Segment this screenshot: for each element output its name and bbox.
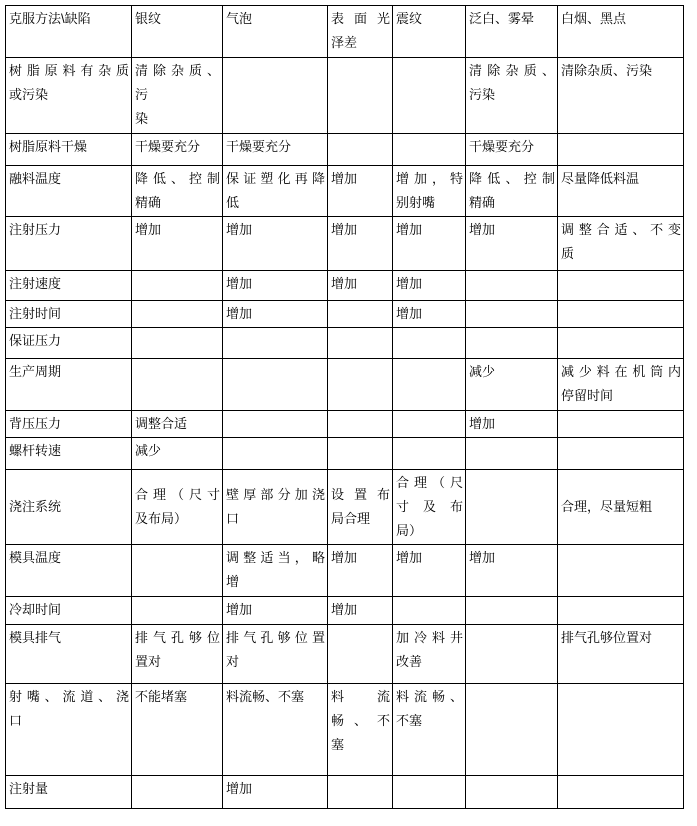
table-cell (466, 134, 558, 166)
table-row (6, 684, 684, 776)
row-header-cell (6, 301, 132, 328)
table-cell (223, 166, 328, 217)
row-header-cell (6, 359, 132, 411)
table-row (6, 301, 684, 328)
table-cell (328, 359, 393, 411)
table-cell (223, 134, 328, 166)
table-row (6, 217, 684, 271)
table-cell (328, 134, 393, 166)
column-header (132, 6, 223, 58)
table-cell (558, 545, 684, 597)
cell-line: 畅、不 (331, 713, 390, 728)
column-header (393, 6, 466, 58)
table-cell (558, 438, 684, 470)
table-cell (466, 166, 558, 217)
table-cell (393, 545, 466, 597)
table-cell (328, 625, 393, 684)
cell-line: 表面光 (331, 11, 390, 26)
cell-line: 口 (9, 713, 23, 728)
cell-line: 料流畅、 (396, 689, 463, 704)
table-cell (223, 597, 328, 625)
cell-line: 不能堵塞 (135, 689, 188, 704)
table-cell (466, 301, 558, 328)
table-cell (223, 217, 328, 271)
cell-line: 减少 (135, 443, 162, 458)
row-header-cell (6, 776, 132, 809)
cell-line: 减少 (469, 364, 496, 379)
table-row (6, 438, 684, 470)
table-cell (132, 217, 223, 271)
cell-line: 泛白、雾晕 (469, 11, 535, 26)
cell-line: 增加 (226, 781, 253, 796)
table-row (6, 166, 684, 217)
column-header (558, 6, 684, 58)
cell-line: 增加 (331, 171, 358, 186)
table-cell (558, 301, 684, 328)
cell-line: 清除杂质、 (469, 63, 555, 78)
table-cell (132, 545, 223, 597)
cell-line: 合理，尽量短粗 (561, 499, 653, 514)
table-cell (132, 359, 223, 411)
cell-line: 增加 (396, 550, 423, 565)
table-cell (328, 470, 393, 545)
cell-line: 增加 (135, 222, 162, 237)
table-cell (223, 776, 328, 809)
table-cell (466, 217, 558, 271)
table-row (6, 597, 684, 625)
table-cell (132, 328, 223, 359)
row-header-cell (6, 625, 132, 684)
table-cell (393, 470, 466, 545)
table-cell (466, 328, 558, 359)
cell-line: 模具温度 (9, 550, 62, 565)
cell-line: 背压压力 (9, 416, 62, 431)
table-cell (558, 359, 684, 411)
column-header (328, 6, 393, 58)
cell-line: 精确 (469, 195, 496, 210)
cell-line: 干燥要充分 (469, 139, 535, 154)
table-cell (223, 58, 328, 134)
cell-line: 排气孔够位置 (226, 630, 325, 645)
cell-line: 料流 (331, 689, 390, 704)
table-header-row (6, 6, 684, 58)
cell-line: 浇注系统 (9, 499, 62, 514)
table-cell (328, 217, 393, 271)
table-cell (223, 301, 328, 328)
cell-line: 保证压力 (9, 333, 62, 348)
table-cell (328, 328, 393, 359)
defect-solution-table (5, 5, 684, 809)
table-cell (328, 438, 393, 470)
row-header-cell (6, 545, 132, 597)
table-cell (132, 438, 223, 470)
cell-line: 不塞 (396, 713, 423, 728)
table-row (6, 271, 684, 301)
cell-line: 气泡 (226, 11, 253, 26)
cell-line: 精确 (135, 195, 162, 210)
table-cell (466, 470, 558, 545)
cell-line: 增加 (331, 550, 358, 565)
cell-line: 增加 (469, 222, 496, 237)
cell-line: 对 (226, 654, 240, 669)
table-cell (223, 470, 328, 545)
table-row (6, 411, 684, 438)
table-cell (393, 411, 466, 438)
table-cell (393, 271, 466, 301)
table-cell (558, 217, 684, 271)
cell-line: 置对 (135, 654, 162, 669)
table-row (6, 359, 684, 411)
cell-line: 注射速度 (9, 276, 62, 291)
table-cell (223, 411, 328, 438)
cell-line: 排气孔够位置对 (561, 630, 653, 645)
row-header-cell (6, 684, 132, 776)
cell-line: 干燥要充分 (226, 139, 292, 154)
cell-line: 局合理 (331, 511, 371, 526)
table-cell (223, 359, 328, 411)
table-cell (223, 625, 328, 684)
cell-line: 加冷料井 (396, 630, 463, 645)
table-cell (393, 625, 466, 684)
cell-line: 注射量 (9, 781, 49, 796)
table-cell (558, 684, 684, 776)
table-cell (393, 438, 466, 470)
cell-line: 局） (396, 523, 423, 538)
table-cell (132, 166, 223, 217)
table-cell (132, 625, 223, 684)
table-cell (558, 776, 684, 809)
cell-line: 口 (226, 511, 240, 526)
cell-line: 树脂原料干燥 (9, 139, 88, 154)
column-header (6, 6, 132, 58)
cell-line: 白烟、黑点 (561, 11, 627, 26)
table-cell (328, 301, 393, 328)
table-body (6, 58, 684, 809)
cell-line: 合理（尺 (396, 475, 463, 490)
cell-line: 塞 (331, 737, 345, 752)
table-cell (132, 58, 223, 134)
cell-line: 注射时间 (9, 306, 62, 321)
table-cell (132, 134, 223, 166)
table-cell (328, 411, 393, 438)
table-cell (466, 271, 558, 301)
row-header-cell (6, 470, 132, 545)
row-header-cell (6, 166, 132, 217)
table-cell (132, 776, 223, 809)
cell-line: 增加 (331, 276, 358, 291)
column-header (223, 6, 328, 58)
cell-line: 树脂原料有杂质 (9, 63, 129, 78)
table-cell (223, 328, 328, 359)
cell-line: 污 (135, 87, 149, 102)
table-cell (328, 545, 393, 597)
cell-line: 排气孔够位 (135, 630, 220, 645)
table-cell (466, 411, 558, 438)
table-cell (393, 776, 466, 809)
table-row (6, 545, 684, 597)
table-cell (223, 545, 328, 597)
cell-line: 射嘴、流道、浇 (9, 689, 129, 704)
table-cell (393, 301, 466, 328)
cell-line: 清除杂质、 (135, 63, 220, 78)
table-cell (223, 438, 328, 470)
table-cell (558, 470, 684, 545)
cell-line: 料流畅、不塞 (226, 689, 305, 704)
cell-line: 质 (561, 246, 575, 261)
table-cell (466, 359, 558, 411)
row-header-cell (6, 597, 132, 625)
table-row (6, 625, 684, 684)
row-header-cell (6, 328, 132, 359)
cell-line: 增加 (226, 276, 253, 291)
cell-line: 干燥要充分 (135, 139, 201, 154)
table-cell (132, 411, 223, 438)
cell-line: 克服方法\缺陷 (9, 11, 91, 26)
cell-line: 染 (135, 111, 149, 126)
cell-line: 壁厚部分加浇 (226, 487, 325, 502)
table-row (6, 134, 684, 166)
table-cell (132, 271, 223, 301)
cell-line: 银纹 (135, 11, 162, 26)
column-header (466, 6, 558, 58)
table-cell (328, 166, 393, 217)
table-cell (466, 776, 558, 809)
row-header-cell (6, 217, 132, 271)
table-cell (558, 134, 684, 166)
cell-line: 调整适当，略 (226, 550, 325, 565)
cell-line: 增加 (469, 416, 496, 431)
table-row (6, 58, 684, 134)
table-cell (466, 597, 558, 625)
cell-line: 降低、控制 (469, 171, 555, 186)
cell-line: 调整合适 (135, 416, 188, 431)
table-cell (393, 166, 466, 217)
table-cell (558, 411, 684, 438)
table-cell (132, 597, 223, 625)
cell-line: 寸及布 (396, 499, 463, 514)
cell-line: 清除杂质、污染 (561, 63, 653, 78)
cell-line: 注射压力 (9, 222, 62, 237)
cell-line: 减少料在机筒内 (561, 364, 681, 379)
cell-line: 增加 (396, 306, 423, 321)
table-row (6, 328, 684, 359)
table-cell (393, 217, 466, 271)
table-cell (393, 328, 466, 359)
row-header-cell (6, 58, 132, 134)
table-row (6, 470, 684, 545)
table-cell (132, 470, 223, 545)
cell-line: 增加 (226, 306, 253, 321)
table-cell (393, 58, 466, 134)
table-cell (132, 301, 223, 328)
table-cell (393, 134, 466, 166)
table-cell (393, 359, 466, 411)
cell-line: 增加 (331, 222, 358, 237)
table-cell (223, 684, 328, 776)
cell-line: 停留时间 (561, 388, 614, 403)
cell-line: 别射嘴 (396, 195, 436, 210)
table-cell (558, 166, 684, 217)
table-cell (558, 625, 684, 684)
cell-line: 或污染 (9, 87, 49, 102)
cell-line: 调整合适、不变 (561, 222, 681, 237)
table-cell (466, 684, 558, 776)
cell-line: 增加 (396, 222, 423, 237)
row-header-cell (6, 134, 132, 166)
table-cell (328, 776, 393, 809)
cell-line: 震纹 (396, 11, 423, 26)
cell-line: 增加，特 (396, 171, 463, 186)
table-cell (132, 684, 223, 776)
table-cell (558, 597, 684, 625)
cell-line: 污染 (469, 87, 496, 102)
cell-line: 螺杆转速 (9, 443, 62, 458)
table-cell (328, 58, 393, 134)
cell-line: 设置布 (331, 487, 390, 502)
cell-line: 增 (226, 574, 240, 589)
cell-line: 生产周期 (9, 364, 62, 379)
table-cell (223, 271, 328, 301)
cell-line: 增加 (469, 550, 496, 565)
row-header-cell (6, 271, 132, 301)
cell-line: 降低、控制 (135, 171, 220, 186)
cell-line: 增加 (396, 276, 423, 291)
cell-line: 保证塑化再降 (226, 171, 325, 186)
cell-line: 增加 (226, 222, 253, 237)
table-row (6, 776, 684, 809)
cell-line: 及布局） (135, 511, 188, 526)
table-cell (466, 625, 558, 684)
cell-line: 合理（尺寸 (135, 487, 220, 502)
cell-line: 泽差 (331, 35, 358, 50)
table-cell (393, 597, 466, 625)
cell-line: 改善 (396, 654, 423, 669)
row-header-cell (6, 438, 132, 470)
table-cell (328, 597, 393, 625)
cell-line: 融料温度 (9, 171, 62, 186)
cell-line: 尽量降低料温 (561, 171, 640, 186)
table-cell (466, 438, 558, 470)
row-header-cell (6, 411, 132, 438)
table-cell (558, 271, 684, 301)
cell-line: 增加 (331, 602, 358, 617)
table-cell (466, 545, 558, 597)
table-cell (558, 328, 684, 359)
table-cell (466, 58, 558, 134)
cell-line: 模具排气 (9, 630, 62, 645)
table-cell (328, 271, 393, 301)
cell-line: 低 (226, 195, 240, 210)
table-cell (328, 684, 393, 776)
table-cell (558, 58, 684, 134)
cell-line: 冷却时间 (9, 602, 62, 617)
table-cell (393, 684, 466, 776)
cell-line: 增加 (226, 602, 253, 617)
